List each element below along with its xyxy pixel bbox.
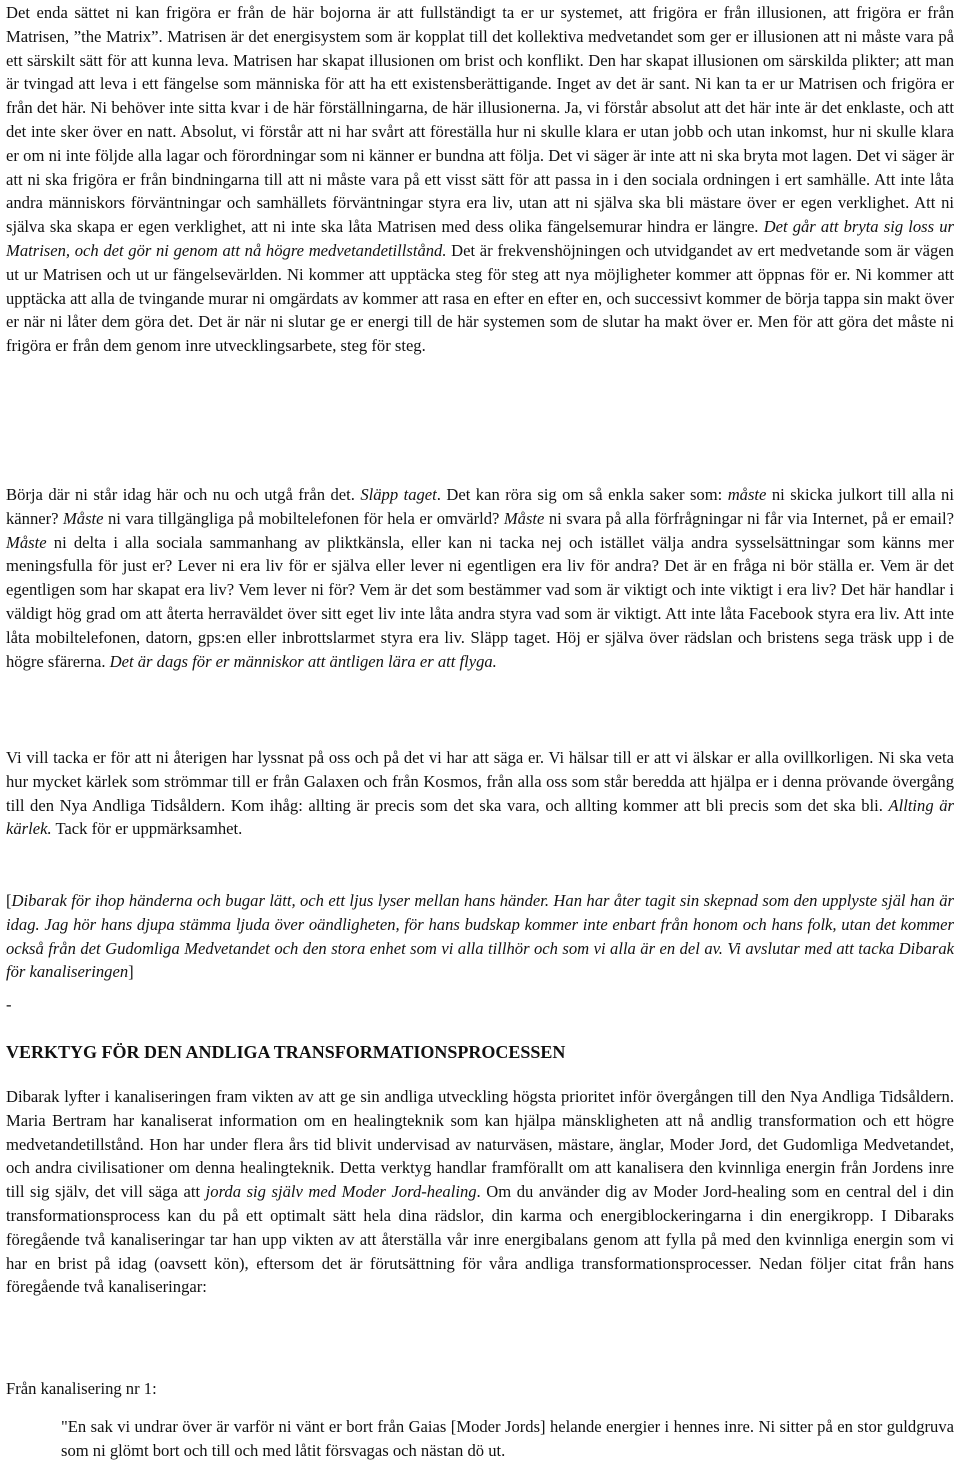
paragraph-matrix bbox=[6, 1, 954, 358]
quote-text: "En sak vi undrar över är varför ni vänt er bort från Gaias [Moder Jords] helande energier i hennes inre. Ni sitter på en stor guldgruva som ni glömt bort och till och med låtit försvagas och nästan dö ut. bbox=[61, 1417, 954, 1460]
paragraph-italic-text: Måste bbox=[503, 508, 545, 528]
paragraph-text: . Om du använder dig av Moder Jord-healing som en central del i din transformationsprocess kan du på ett optimalt sätt hela dina rädslor, din karma och energiblockeringarna i din energikropp. I Dibaraks föregående två kanaliseringar tar han upp vikten av att återställa vår inre energibalans genom att fylla på med den kvinnliga energin som vi har en brist på idag (oavsett kön), eftersom det är förutsättning för våra andliga transformationsprocesser. Nedan följer citat från hans föregående två kanaliseringar: bbox=[6, 1182, 954, 1297]
paragraph-text: Börja där ni står idag här och nu och utgå från det. bbox=[6, 485, 361, 504]
quote-source-label: Från kanalisering nr 1: bbox=[6, 1379, 157, 1398]
paragraph-text: Tack för er uppmärksamhet. bbox=[51, 819, 243, 839]
paragraph-text: ni skicka julkort till alla ni känner? bbox=[6, 485, 954, 528]
paragraph-text: Det är frekvenshöjningen och utvidgandet av ert medvetande som är vägen ut ur Matrisen och ut ur fängelsevärlden. Ni kommer att upptäcka steg för steg att nya möjligheter kommer att öppnas för er. Ni kommer att upptäcka att alla de tvingande murar ni omgärdats av kommer att rasa en efter en efter en, och successivt kommer de börja tappa sin makt över er när ni låter dem göra det. Det är när ni slutar ge er energi till de här systemen som de slutar ha makt över er. Men för att göra det måste ni frigöra er från dem genom inre utvecklingsarbete, steg för steg. bbox=[6, 240, 954, 356]
paragraph-italic-text: Måste bbox=[6, 532, 47, 552]
paragraph-italic-text: Släpp taget bbox=[360, 485, 437, 504]
bracket-open: [ bbox=[6, 891, 12, 910]
paragraph-italic-text: Måste bbox=[62, 508, 104, 528]
paragraph-let-go bbox=[6, 483, 954, 673]
paragraph-italic-text: Dibarak för ihop händerna och bugar lätt, och ett ljus lyser mellan hans händer. Han har åter tagit sin skepnad som den upplyste själ han är idag. Jag hör hans djupa stämma ljuda över oändligheten, för hans budskap kommer inte enbart från honom och hans folk, utan det kommer också från det Gudomliga Medvetandet och den stora enhet som vi alla tillhör och som vi alla är en del av. Vi avslutar med att tacka Dibarak för kanaliseringen bbox=[6, 891, 954, 982]
paragraph-italic-text: Det går att bryta sig loss ur Matrisen, och det gör ni genom att nå högre medvetandetillstånd. bbox=[6, 217, 954, 260]
paragraph-closing-note bbox=[6, 889, 954, 984]
paragraph-italic-text: jorda sig själv med Moder Jord-healing bbox=[205, 1182, 477, 1202]
paragraph-text: ni svara på alla förfrågningar ni får via Internet, på er email? bbox=[544, 508, 954, 528]
separator-dash: - bbox=[6, 995, 12, 1014]
section-heading: VERKTYG FÖR DEN ANDLIGA TRANSFORMATIONSPROCESSEN bbox=[6, 1042, 566, 1062]
paragraph-text: ni vara tillgängliga på mobiltelefonen för hela er omvärld? bbox=[103, 508, 504, 528]
paragraph-tools bbox=[6, 1085, 954, 1299]
bracket-close: ] bbox=[128, 962, 134, 982]
paragraph-italic-text: måste bbox=[727, 485, 767, 504]
paragraph-text: Dibarak lyfter i kanaliseringen fram vikten av att ge sin andliga utveckling högsta prioritet inför övergången till den Nya Andliga Tidsåldern. Maria Bertram har kanaliserat information om en healingteknik som kan hjälpa mänskligheten att nå andlig transformation och ett högre medvetandetillstånd. Hon har under flera års tid blivit undervisad av naturväsen, mästare, änglar, Moder Jord, det Gudomliga Medvetandet, och andra civilisationer om denna healingteknik. Detta verktyg handlar framförallt om att kanalisera den kvinnliga energin från Jordens inre till sig själv, det vill säga att bbox=[6, 1087, 954, 1202]
paragraph-thanks bbox=[6, 746, 954, 841]
paragraph-text: Vi vill tacka er för att ni återigen har lyssnat på oss och på det vi har att säga er. Vi hälsar till er att vi älskar er alla ovillkorligen. Ni ska veta hur mycket kärlek som strömmar till er från Galaxen och från Kosmos, från alla oss som står beredda att hjälpa er i denna prövande övergång till den Nya Andliga Tidsåldern. Kom ihåg: allting är precis som det ska vara, och allting kommer att bli precis som det ska bli. bbox=[6, 748, 954, 815]
paragraph-italic-text: Det är dags för er människor att äntligen lära er att flyga. bbox=[109, 651, 497, 671]
paragraph-italic-text: Allting är kärlek. bbox=[6, 795, 954, 839]
paragraph-text: . Det kan röra sig om så enkla saker som: bbox=[436, 485, 728, 504]
paragraph-text: Det enda sättet ni kan frigöra er från de här bojorna är att fullständigt ta er ur systemet, att frigöra er från illusionen, att frigöra er från Matrisen, ”the Matrix”. Matrisen är det energisystem som är kopplat till det kollektiva medvetandet som ger er illusionen att ni måste vara på ett särskilt sätt för att kunna leva. Matrisen har skapat illusionen om brist och konflikt. Den har skapat illusionen om särskilda plikter; att man är tvingad att leva i ett fängelse som människa för att ha ett existensberättigande. Inget av det är sant. Ni kan ta er ur Matrisen och frigöra er från det här. Ni behöver inte sitta kvar i de här förställningarna, de här illusionerna. Ja, vi förstår absolut att det här inte är det enklaste, och att det inte sker över en natt. Absolut, vi förstår att ni har svårt att föreställa hur ni skulle klara er utan jobb och utan inkomst, hur ni skulle klara er om ni inte följde alla lagar och förordningar som ni känner er bundna att följa. Det vi säger är inte att ni ska bryta mot lagen. Det vi säger är att ni ska frigöra er från bindningarna till att ni måste vara på ett visst sätt för att passa in i den sociala ordningen i ert samhälle. Att inte låta andra människors förväntningar och samhällets förväntningar styra era liv, utan att ni själva ska bli mästare över er egen verklighet. Att ni själva ska skapa er egen verklighet, att ni inte ska låta Matrisen med dess olika fängelsemurar hindra er längre. bbox=[6, 3, 954, 237]
paragraph-text: ni delta i alla sociala sammanhang av pliktkänsla, eller kan ni tacka nej och istället välja andra sysselsättningar som känns mer meningsfulla för just er? Lever ni era liv för er själva eller lever ni egentligen era liv för andra? Det är en fråga ni bör ställa er. Vem är det egentligen som har skapat era liv? Vem lever ni för? Vem är det som bestämmer vad som är viktigt och inte viktigt i era liv? Det här handlar i väldigt hög grad om att återta herraväldet över sitt eget liv inte låta andra styra vad som är viktigt. Att inte låta Facebook styra era liv. Att inte låta mobiltelefonen, datorn, gps:en eller inbrottslarmet styra era liv. Släpp taget. Höj er själva över rädslan och bristens sega träsk upp i de högre sfärerna. bbox=[6, 532, 954, 671]
blockquote bbox=[61, 1415, 954, 1463]
